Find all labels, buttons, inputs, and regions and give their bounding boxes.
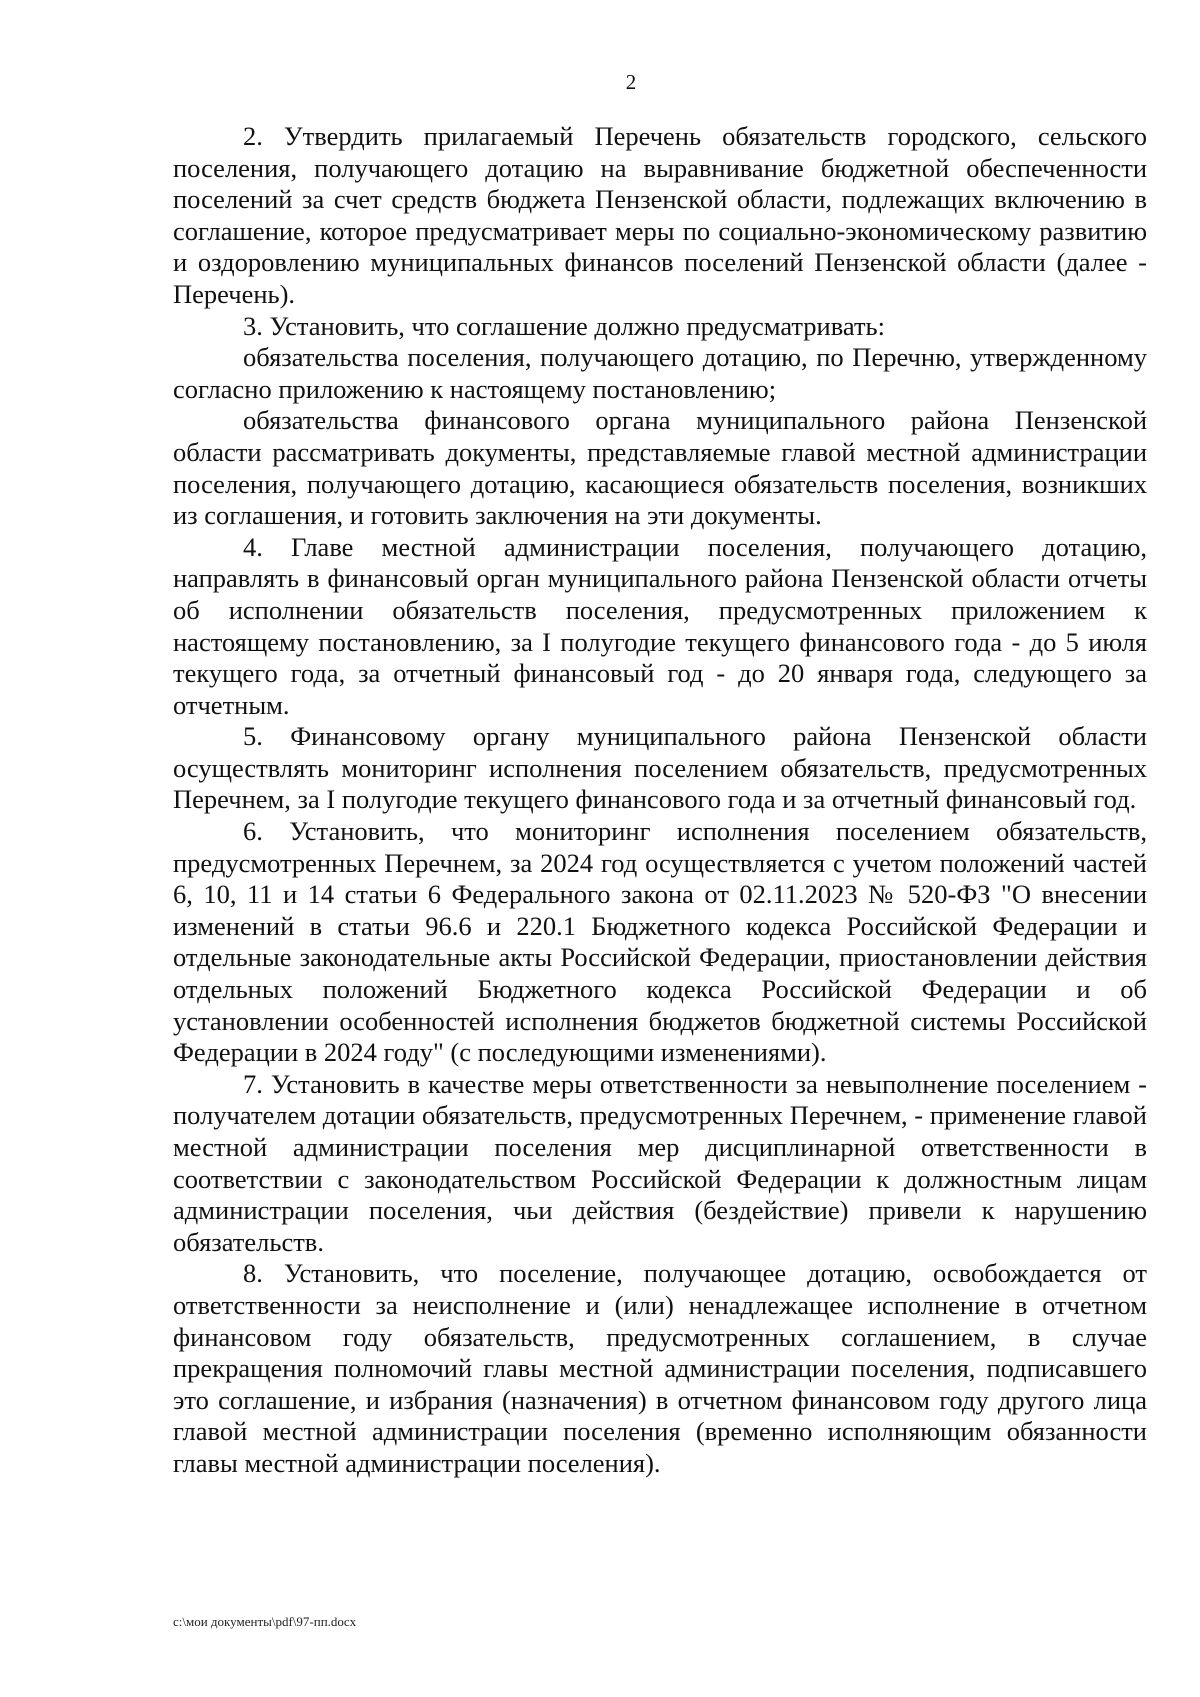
paragraph-item-3-sub-2: обязательства финансового органа муниципального района Пензенской области рассматривать документы, представляемые главой местной администрации поселения, получающего дотацию, касающиеся обязательств поселения, возникших из соглашения, и готовить заключения на эти документы.	[173, 405, 1147, 531]
paragraph-item-8: 8. Установить, что поселение, получающее дотацию, освобождается от ответственности за неисполнение и (или) ненадлежащее исполнение в отчетном финансовом году обязательств, предусмотренных соглашением, в случае прекращения полномочий главы местной администрации поселения, подписавшего это соглашение, и избрания (назначения) в отчетном финансовом году другого лица главой местной администрации поселения (временно исполняющим обязанности главы местной администрации поселения).	[173, 1258, 1147, 1478]
paragraph-item-3-sub-1: обязательства поселения, получающего дотацию, по Перечню, утвержденному согласно приложению к настоящему постановлению;	[173, 342, 1147, 404]
paragraph-item-7: 7. Установить в качестве меры ответственности за невыполнение поселением - получателем дотации обязательств, предусмотренных Перечнем, - применение главой местной администрации поселения мер дисциплинарной ответственности в соответствии с законодательством Российской Федерации к должностным лицам администрации поселения, чьи действия (бездействие) привели к нарушению обязательств.	[173, 1068, 1147, 1257]
paragraph-item-6: 6. Установить, что мониторинг исполнения поселением обязательств, предусмотренных Перечнем, за 2024 год осуществляется с учетом положений частей 6, 10, 11 и 14 статьи 6 Федерального закона от 02.11.2023 № 520-ФЗ "О внесении изменений в статьи 96.6 и 220.1 Бюджетного кодекса Российской Федерации и отдельные законодательные акты Российской Федерации, приостановлении действия отдельных положений Бюджетного кодекса Российской Федерации и об установлении особенностей исполнения бюджетов бюджетной системы Российской Федерации в 2024 году" (с последующими изменениями).	[173, 816, 1147, 1068]
page-number: 2	[625, 70, 637, 94]
paragraph-item-3: 3. Установить, что соглашение должно предусматривать:	[243, 310, 886, 341]
paragraph-item-2: 2. Утвердить прилагаемый Перечень обязательств городского, сельского поселения, получающего дотацию на выравнивание бюджетной обеспеченности поселений за счет средств бюджета Пензенской области, подлежащих включению в соглашение, которое предусматривает меры по социально-экономическому развитию и оздоровлению муниципальных финансов поселений Пензенской области (далее - Перечень).	[173, 121, 1147, 309]
document-body	[173, 121, 1147, 1480]
paragraph-item-5: 5. Финансовому органу муниципального района Пензенской области осуществлять мониторинг исполнения поселением обязательств, предусмотренных Перечнем, за I полугодие текущего финансового года и за отчетный финансовый год.	[173, 721, 1147, 815]
paragraph-item-4: 4. Главе местной администрации поселения, получающего дотацию, направлять в финансовый орган муниципального района Пензенской области отчеты об исполнении обязательств поселения, предусмотренных приложением к настоящему постановлению, за I полугодие текущего финансового года - до 5 июля текущего года, за отчетный финансовый год - до 20 января года, следующего за отчетным.	[173, 531, 1147, 720]
footer-file-path: c:\мои документы\pdf\97-пп.docx	[173, 1614, 357, 1629]
